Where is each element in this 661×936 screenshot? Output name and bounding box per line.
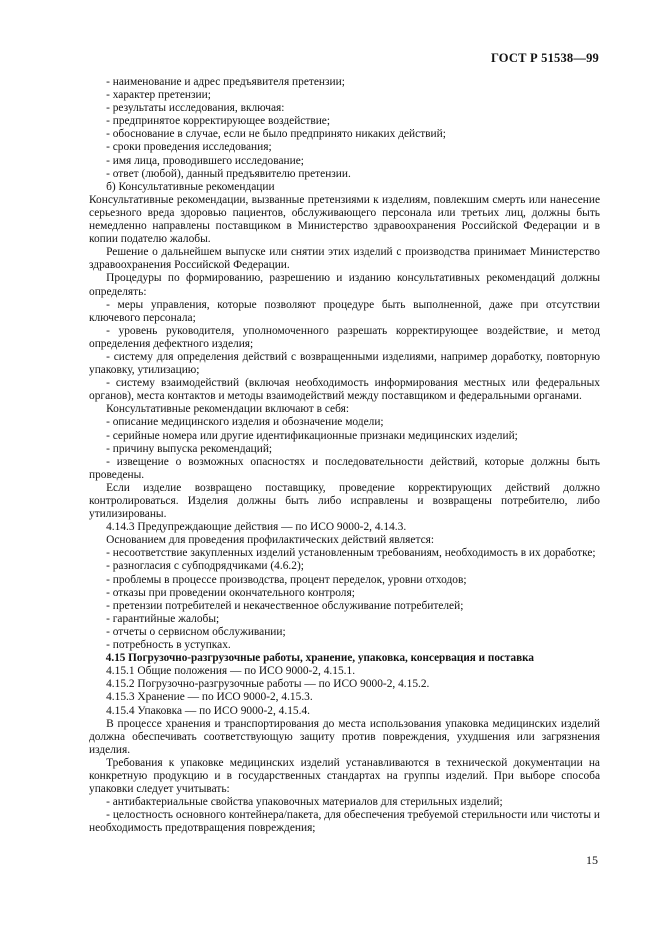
paragraph: Процедуры по формированию, разрешению и изданию консультативных рекомендаций должны определять: bbox=[89, 272, 600, 298]
list-item: - серийные номера или другие идентификационные признаки медицинских изделий; bbox=[106, 429, 518, 442]
list-item: - проблемы в процессе производства, процент переделок, уровни отходов; bbox=[106, 573, 467, 586]
document-code-header: ГОСТ Р 51538—99 bbox=[490, 51, 599, 65]
paragraph: Требования к упаковке медицинских изделий устанавливаются в технической документации на конкретную продукцию и в государственных стандартах на группы изделий. При выборе способа упаковки следует учитывать: bbox=[89, 756, 600, 796]
list-item: - потребность в уступках. bbox=[106, 639, 231, 652]
paragraph: Если изделие возвращено поставщику, проведение корректирующих действий должно контролироваться. Изделия должны быть либо исправлены и возвращены потребителю, либо утилизированы. bbox=[89, 481, 600, 521]
list-item: - имя лица, проводившего исследование; bbox=[106, 154, 304, 167]
list-item: - претензии потребителей и некачественное обслуживание потребителей; bbox=[106, 599, 464, 612]
section-heading-4-15: 4.15 Погрузочно-разгрузочные работы, хранение, упаковка, консервация и поставка bbox=[105, 652, 535, 665]
clause-4-14-3: 4.14.3 Предупреждающие действия — по ИСО 9000-2, 4.14.3. bbox=[106, 521, 407, 534]
paragraph: В процессе хранения и транспортирования до места использования упаковка медицинских изделий должна обеспечивать соответствующую защиту против повреждения, ухудшения или загрязнения изделия. bbox=[89, 717, 600, 756]
paragraph: Консультативные рекомендации включают в себя: bbox=[106, 403, 350, 416]
list-item: - результаты исследования, включая: bbox=[106, 102, 285, 115]
clause-4-15-2: 4.15.2 Погрузочно-разгрузочные работы — по ИСО 9000-2, 4.15.2. bbox=[106, 678, 430, 691]
list-item: - извещение о возможных опасностях и последовательности действий, которые должны быть проведены. bbox=[89, 455, 600, 481]
list-item: - систему для определения действий с возвращенными изделиями, например доработку, повторную упаковку, утилизацию; bbox=[89, 350, 600, 377]
list-item: - целостность основного контейнера/пакета, для обеспечения требуемой стерильности или чистоты и необходимость предотвращения повреждения; bbox=[89, 809, 600, 835]
document-body bbox=[89, 76, 600, 835]
clause-4-15-1: 4.15.1 Общие положения — по ИСО 9000-2, 4.15.1. bbox=[106, 665, 356, 678]
clause-4-15-3: 4.15.3 Хранение — по ИСО 9000-2, 4.15.3. bbox=[106, 691, 313, 704]
list-item: - причину выпуска рекомендаций; bbox=[106, 442, 273, 455]
subsection-heading: б) Консультативные рекомендации bbox=[106, 180, 275, 193]
clause-4-15-4: 4.15.4 Упаковка — по ИСО 9000-2, 4.15.4. bbox=[106, 704, 310, 717]
list-item: - сроки проведения исследования; bbox=[106, 141, 272, 154]
list-item: - антибактериальные свойства упаковочных материалов для стерильных изделий; bbox=[106, 796, 503, 809]
list-item: - меры управления, которые позволяют процедуре быть выполненной, даже при отсутствии ключевого персонала; bbox=[89, 298, 600, 324]
paragraph: Решение о дальнейшем выпуске или снятии этих изделий с производства принимает Министерство здравоохранения Российской Федерации. bbox=[89, 246, 600, 272]
list-item: - гарантийные жалобы; bbox=[106, 612, 220, 625]
list-item: - отказы при проведении окончательного контроля; bbox=[106, 586, 355, 599]
list-item: - предпринятое корректирующее воздействие; bbox=[106, 115, 331, 128]
list-item: - обоснование в случае, если не было предпринято никаких действий; bbox=[106, 128, 446, 141]
list-item: - разногласия с субподрядчиками (4.6.2); bbox=[106, 560, 304, 573]
list-item: - систему взаимодействий (включая необходимость информирования местных или федеральных органов), места контактов и методы взаимодействий между поставщиком и федеральными органами. bbox=[89, 377, 600, 403]
list-item: - описание медицинского изделия и обозначение модели; bbox=[106, 416, 384, 429]
paragraph: Основанием для проведения профилактических действий является: bbox=[106, 534, 435, 547]
list-item: - несоответствие закупленных изделий установленным требованиям, необходимость в их доработке; bbox=[106, 547, 596, 560]
page-number: 15 bbox=[586, 853, 598, 867]
list-item: - уровень руководителя, уполномоченного разрешать корректирующее воздействие, и метод определения дефектного изделия; bbox=[89, 324, 600, 350]
list-item: - наименование и адрес предъявителя претензии; bbox=[106, 76, 345, 88]
list-item: - отчеты о сервисном обслуживании; bbox=[106, 625, 286, 638]
list-item: - характер претензии; bbox=[106, 89, 211, 102]
list-item: - ответ (любой), данный предъявителю претензии. bbox=[106, 167, 351, 180]
paragraph: Консультативные рекомендации, вызванные претензиями к изделиям, повлекшим смерть или нанесение серьезного вреда здоровью пациентов, обслуживающего персонала или третьих лиц, должны быть немедленно направлены поставщиком в Министерство здравоохранения Российской Федерации и в копии подателю жалобы. bbox=[89, 193, 600, 246]
